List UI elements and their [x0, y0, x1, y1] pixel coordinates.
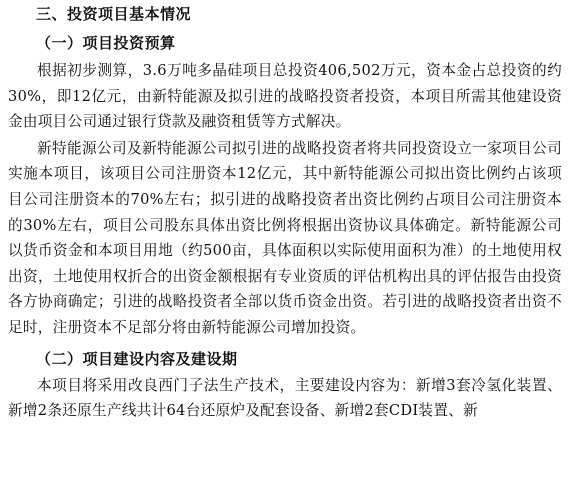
- paragraph-investment-estimate: 根据初步测算，3.6万吨多晶硅项目总投资406,502万元，资本金占总投资的约30%，即12亿元，由新特能源及拟引进的战略投资者投资，本项目所需其他建设资金由项目公司通过银行贷款及融资租赁等方式解决。: [8, 62, 562, 131]
- section-title: 三、投资项目基本情况: [36, 5, 192, 23]
- subsection-title-investment-budget: （一）项目投资预算: [36, 34, 176, 52]
- paragraph-construction-content: 本项目将采用改良西门子法生产技术，主要建设内容为：新增3套冷氢化装置、新增2条还原生产线共计64台还原炉及配套设备、新增2套CDI装置、新: [8, 376, 562, 420]
- subsection-title-construction: （二）项目建设内容及建设期: [36, 349, 238, 368]
- paragraph-project-company: 新特能源公司及新特能源公司拟引进的战略投资者将共同投资设立一家项目公司实施本项目，该项目公司注册资本12亿元，其中新特能源公司拟出资比例约占该项目公司注册资本的70%左右；拟引进的战略投资者出资比例约占项目公司注册资本的30%左右，项目公司股东具体出资比例将根据出资协议具体确定。新特能源公司以货币资金和本项目用地（约500亩，具体面积以实际使用面积为准）的土地使用权出资，土地使用权折合的出资金额根据有专业资质的评估机构出具的评估报告由投资各方协商确定；引进的战略投资者全部以货币资金出资。若引进的战略投资者出资不足时，注册资本不足部分将由新特能源公司增加投资。: [8, 139, 562, 336]
